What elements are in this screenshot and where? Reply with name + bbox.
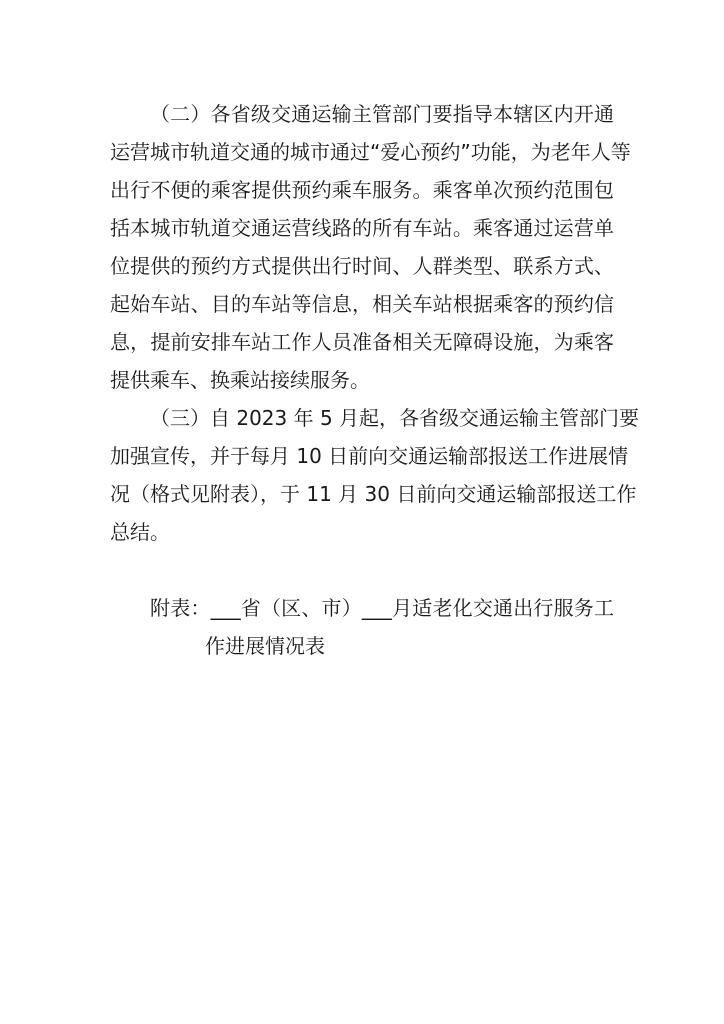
attachment-line: 附表：___省（区、市）___月适老化交通出行服务工 (150, 596, 614, 620)
paragraph-line: （三）自 2023 年 5 月起，各省级交通运输主管部门要 (150, 406, 640, 430)
paragraph-line: 括本城市轨道交通运营线路的所有车站。乘客通过运营单 (110, 216, 614, 240)
paragraph-line: 加强宣传，并于每月 10 日前向交通运输部报送工作进展情 (110, 444, 629, 468)
paragraph-line: 出行不便的乘客提供预约乘车服务。乘客单次预约范围包 (110, 178, 614, 202)
paragraph-line: 运营城市轨道交通的城市通过“爱心预约”功能，为老年人等 (110, 140, 631, 164)
paragraph-line: 总结。 (110, 520, 170, 544)
paragraph-line: 息，提前安排车站工作人员准备相关无障碍设施，为乘客 (110, 330, 614, 354)
paragraph-line: 起始车站、目的车站等信息，相关车站根据乘客的预约信 (110, 292, 614, 316)
paragraph-line: 提供乘车、换乘站接续服务。 (110, 368, 370, 392)
attachment-line: 作进展情况表 (205, 634, 325, 658)
paragraph-line: 位提供的预约方式提供出行时间、人群类型、联系方式、 (110, 254, 614, 278)
paragraph-line: （二）各省级交通运输主管部门要指导本辖区内开通 (150, 102, 614, 126)
paragraph-line: 况（格式见附表），于 11 月 30 日前向交通运输部报送工作 (110, 482, 637, 506)
